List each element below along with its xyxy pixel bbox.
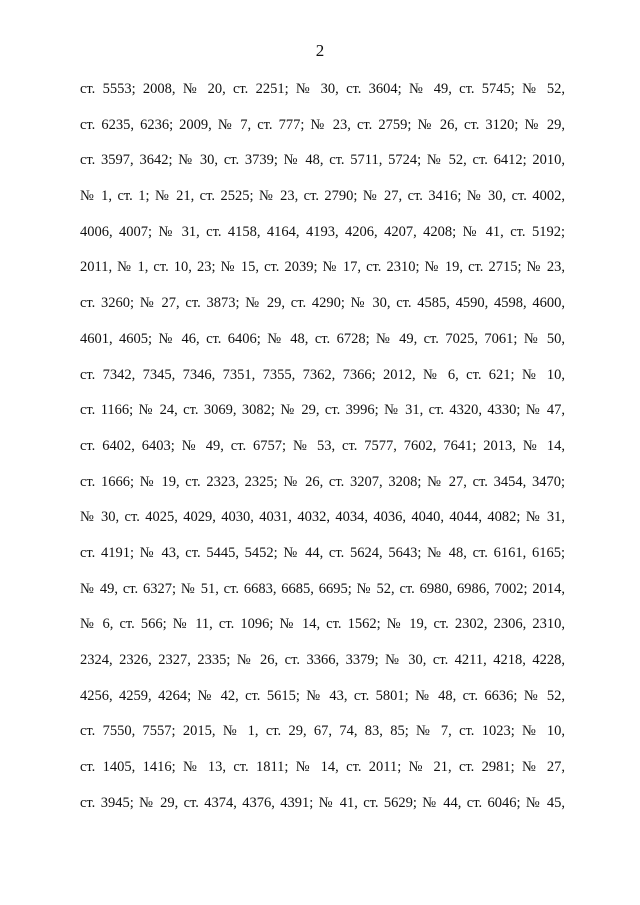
text-line: № 49, ст. 6327; № 51, ст. 6683, 6685, 6695; № 52, ст. 6980, 6986, 7002; 2014, xyxy=(80,580,565,597)
text-line: ст. 6402, 6403; № 49, ст. 6757; № 53, ст. 7577, 7602, 7641; 2013, № 14, xyxy=(80,437,565,454)
text-line: ст. 6235, 6236; 2009, № 7, ст. 777; № 23, ст. 2759; № 26, ст. 3120; № 29, xyxy=(80,116,565,133)
text-line: № 30, ст. 4025, 4029, 4030, 4031, 4032, 4034, 4036, 4040, 4044, 4082; № 31, xyxy=(80,509,565,526)
text-line: ст. 1166; № 24, ст. 3069, 3082; № 29, ст. 3996; № 31, ст. 4320, 4330; № 47, xyxy=(80,402,565,419)
text-line: ст. 3945; № 29, ст. 4374, 4376, 4391; № 41, ст. 5629; № 44, ст. 6046; № 45, xyxy=(80,794,565,811)
text-line: ст. 1666; № 19, ст. 2323, 2325; № 26, ст. 3207, 3208; № 27, ст. 3454, 3470; xyxy=(80,473,565,490)
text-line: ст. 7342, 7345, 7346, 7351, 7355, 7362, 7366; 2012, № 6, ст. 621; № 10, xyxy=(80,366,565,383)
text-line: ст. 5553; 2008, № 20, ст. 2251; № 30, ст. 3604; № 49, ст. 5745; № 52, xyxy=(80,81,565,97)
text-line: 4006, 4007; № 31, ст. 4158, 4164, 4193, 4206, 4207, 4208; № 41, ст. 5192; xyxy=(80,223,565,240)
body-text xyxy=(80,75,565,824)
text-line: 4601, 4605; № 46, ст. 6406; № 48, ст. 6728; № 49, ст. 7025, 7061; № 50, xyxy=(80,330,565,347)
text-line: ст. 1405, 1416; № 13, ст. 1811; № 14, ст. 2011; № 21, ст. 2981; № 27, xyxy=(80,759,565,776)
text-line: ст. 3597, 3642; № 30, ст. 3739; № 48, ст. 5711, 5724; № 52, ст. 6412; 2010, xyxy=(80,152,565,169)
text-line: ст. 7550, 7557; 2015, № 1, ст. 29, 67, 74, 83, 85; № 7, ст. 1023; № 10, xyxy=(80,723,565,740)
text-line: 4256, 4259, 4264; № 42, ст. 5615; № 43, ст. 5801; № 48, ст. 6636; № 52, xyxy=(80,687,565,704)
text-line: № 1, ст. 1; № 21, ст. 2525; № 23, ст. 2790; № 27, ст. 3416; № 30, ст. 4002, xyxy=(80,188,565,205)
text-line: 2324, 2326, 2327, 2335; № 26, ст. 3366, 3379; № 30, ст. 4211, 4218, 4228, xyxy=(80,652,565,668)
page-number: 2 xyxy=(315,41,325,60)
text-line: № 6, ст. 566; № 11, ст. 1096; № 14, ст. 1562; № 19, ст. 2302, 2306, 2310, xyxy=(80,616,565,633)
text-line: ст. 3260; № 27, ст. 3873; № 29, ст. 4290; № 30, ст. 4585, 4590, 4598, 4600, xyxy=(80,295,565,312)
text-line: 2011, № 1, ст. 10, 23; № 15, ст. 2039; № 17, ст. 2310; № 19, ст. 2715; № 23, xyxy=(80,259,565,276)
text-line: ст. 4191; № 43, ст. 5445, 5452; № 44, ст. 5624, 5643; № 48, ст. 6161, 6165; xyxy=(80,544,565,561)
